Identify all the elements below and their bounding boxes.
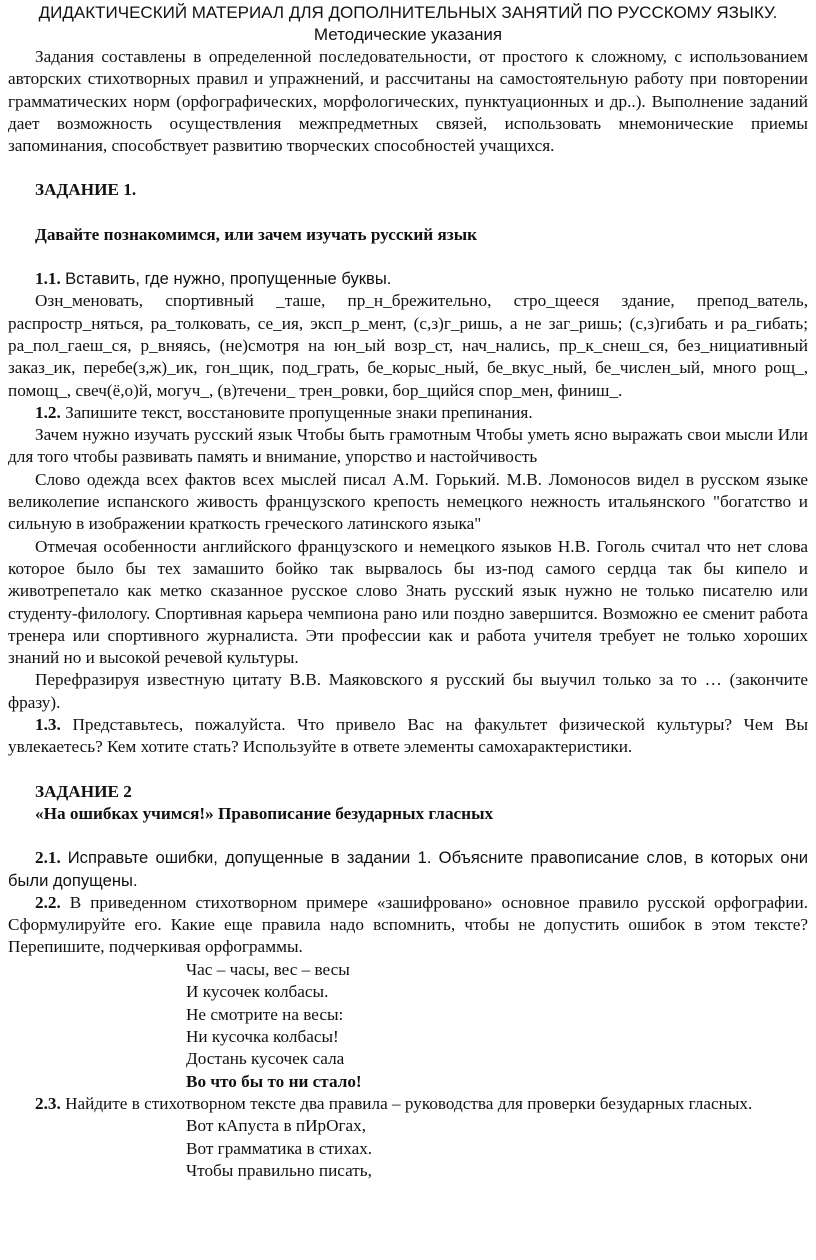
task2-heading: ЗАДАНИЕ 2 bbox=[35, 781, 132, 801]
exercise-1-1 bbox=[8, 268, 808, 290]
exercise-number: 2.2. bbox=[35, 892, 61, 912]
exercise-1-2-para-2: Слово одежда всех фактов всех мыслей писал А.М. Горький. М.В. Ломоносов видел в русском языке великолепие испанского живость французского крепость немецкого нежность итальянского "богатство и сильную в изображении краткость греческого латинского языка" bbox=[8, 469, 808, 534]
poem-2 bbox=[186, 1115, 808, 1182]
exercise-number: 2.1. bbox=[35, 848, 61, 868]
poem-line: Достань кусочек сала bbox=[186, 1049, 345, 1069]
exercise-2-3 bbox=[8, 1093, 808, 1115]
exercise-2-2 bbox=[8, 892, 808, 959]
exercise-instruction: В приведенном стихотворном примере «зашифровано» основное правило русской орфографии. Сформулируйте его. Какие еще правила надо вспомнить, чтобы не допустить ошибок в этом тексте? Перепишите, подчеркивая орфограммы. bbox=[8, 892, 809, 957]
exercise-1-3 bbox=[8, 714, 808, 759]
exercise-1-2-para-4: Перефразируя известную цитату В.В. Маяковского я русский бы выучил только за то … (закончите фразу). bbox=[8, 670, 808, 712]
exercise-instruction: Запишите текст, восстановите пропущенные знаки препинания. bbox=[65, 402, 533, 422]
exercise-1-1-words: Озн_меновать, спортивный _таше, пр_н_брежительно, стро_щееся здание, препод_ватель, распростр_няться, ра_толковать, се_ия, эксп_р_мент, (с,з)г_ришь, а не заг_ришь; (с,з)гибать и ра_гибать; ра_пол_гаеш_ся, р_вняясь, (не)смотря на юн_ый возр_ст, нач_нались, пр_к_снеш_ся, без_нициативный заказ_ик, перебе(з,ж)_ик, гон_щик, под_грать, бе_корыс_ный, бе_вкус_ный, бе_числен_ый, много рощ_, помощ_, свеч(ё,о)й, могуч_, (в)течени_ трен_ровки, бор_щийся спор_мен, финиш_. bbox=[8, 291, 808, 400]
exercise-number: 2.3. bbox=[35, 1094, 61, 1114]
exercise-instruction: Исправьте ошибки, допущенные в задании 1. Объясните правописание слов, в которых они были допущены. bbox=[8, 848, 809, 890]
document-title: ДИДАКТИЧЕСКИЙ МАТЕРИАЛ ДЛЯ ДОПОЛНИТЕЛЬНЫХ ЗАНЯТИЙ ПО РУССКОМУ ЯЗЫКУ. bbox=[38, 3, 778, 22]
task2-subheading: «На ошибках учимся!» Правописание безударных гласных bbox=[35, 803, 494, 823]
poem-line: Час – часы, вес – весы bbox=[186, 959, 350, 979]
poem-1 bbox=[186, 959, 808, 1093]
exercise-instruction: Представьтесь, пожалуйста. Что привело Вас на факультет физической культуры? Чем Вы увлекаетесь? Кем хотите стать? Используйте в ответе элементы самохарактеристики. bbox=[8, 715, 809, 757]
poem-line: И кусочек колбасы. bbox=[186, 982, 329, 1002]
exercise-number: 1.1. bbox=[35, 269, 61, 289]
poem-line: Чтобы правильно писать, bbox=[186, 1161, 372, 1181]
task1-heading: ЗАДАНИЕ 1. bbox=[35, 180, 137, 200]
task1-subheading: Давайте познакомимся, или зачем изучать русский язык bbox=[35, 224, 478, 244]
exercise-1-2-para-3: Отмечая особенности английского французского и немецкого языков Н.В. Гоголь считал что нет слова которое было бы тех замашито бойко так вырвалось бы из-под самого сердца так бы кипело и животрепетало как метко сказанное русское слово Знать русский язык нужно не только писателю или студенту-филологу. Спортивная карьера чемпиона рано или поздно завершится. Возможно ее сменит работа тренера или спортивного журналиста. Эти профессии как и работа учителя требует не только хороших знаний но и высокой речевой культуры. bbox=[8, 536, 808, 668]
exercise-number: 1.3. bbox=[35, 715, 61, 735]
exercise-1-2 bbox=[8, 402, 808, 424]
intro-paragraph: Задания составлены в определенной последовательности, от простого к сложному, с использованием авторских стихотворных правил и упражнений, и рассчитаны на самостоятельную работу при повторении грамматических норм (орфографических, морфологических, пунктуационных и др..). Выполнение заданий дает возможность осуществления межпредметных связей, использовать мнемонические приемы запоминания, способствует развитию творческих способностей учащихся. bbox=[8, 47, 808, 156]
exercise-number: 1.2. bbox=[35, 402, 61, 422]
exercise-2-1 bbox=[8, 847, 808, 892]
poem-line: Не смотрите на весы: bbox=[186, 1004, 344, 1024]
exercise-instruction: Найдите в стихотворном тексте два правила – руководства для проверки безударных гласных. bbox=[65, 1094, 753, 1114]
poem-line: Вот кАпуста в пИрОгах, bbox=[186, 1116, 367, 1136]
poem-line-bold: Во что бы то ни стало! bbox=[186, 1071, 362, 1091]
poem-line: Вот грамматика в стихах. bbox=[186, 1138, 373, 1158]
poem-line: Ни кусочка колбасы! bbox=[186, 1026, 339, 1046]
exercise-instruction: Вставить, где нужно, пропущенные буквы. bbox=[65, 269, 392, 289]
document-subtitle: Методические указания bbox=[313, 25, 503, 44]
exercise-1-2-para-1: Зачем нужно изучать русский язык Чтобы быть грамотным Чтобы уметь ясно выражать свои мысли Или для того чтобы развивать память и внимание, упорство и настойчивость bbox=[8, 425, 808, 467]
